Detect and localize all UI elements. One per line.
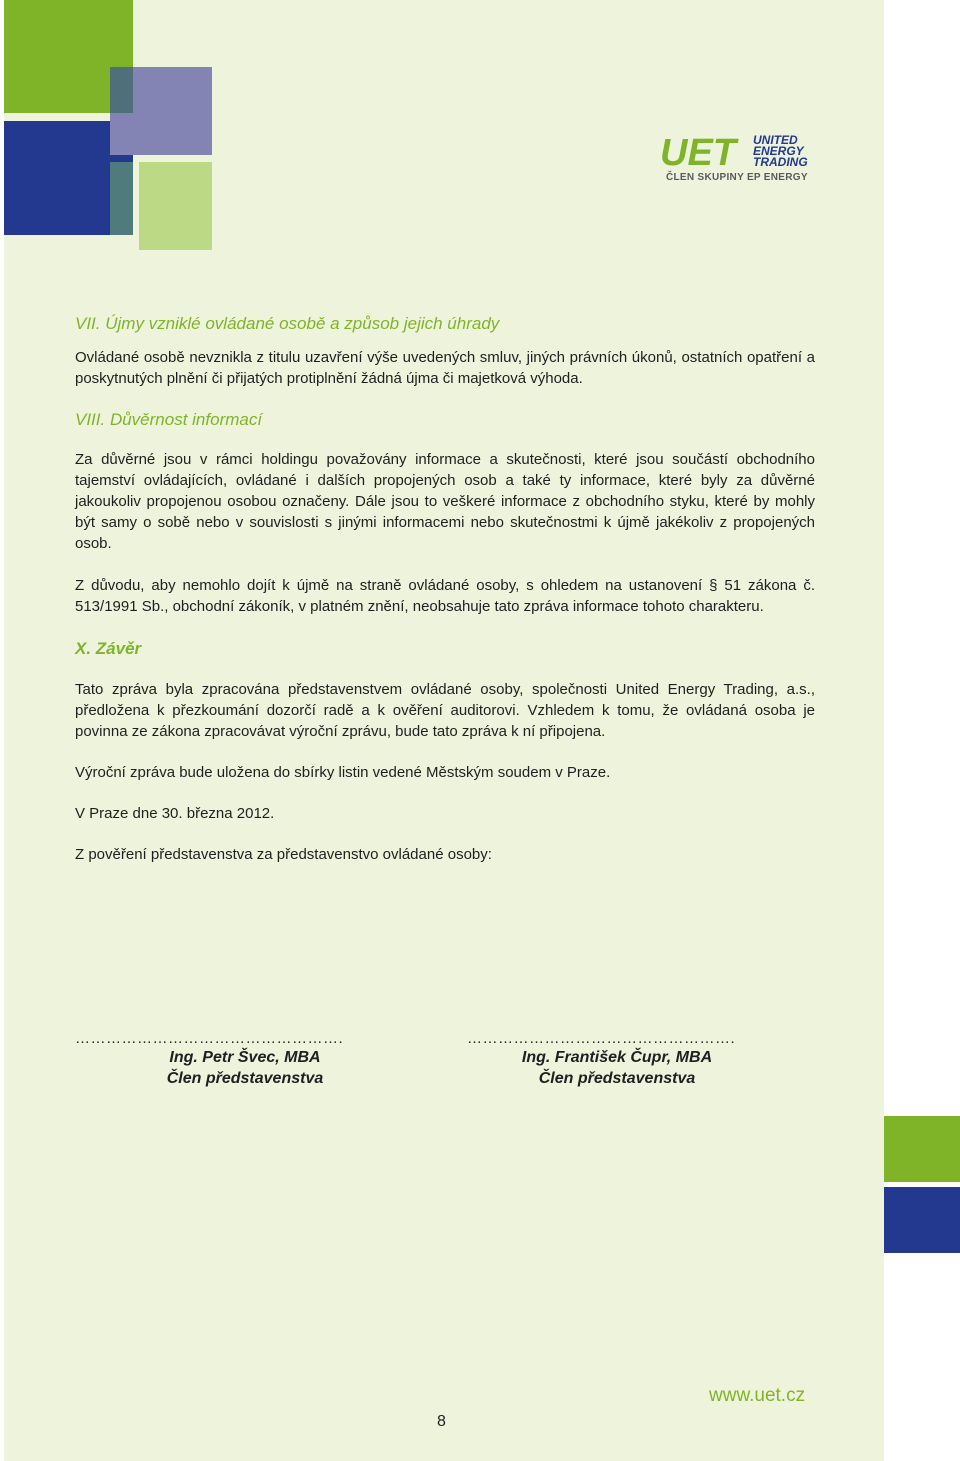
company-logo	[660, 133, 815, 185]
signatory-role: Člen představenstva	[538, 1070, 696, 1087]
signatory-name: Ing. František Čupr, MBA	[521, 1049, 713, 1066]
logo-wordmark	[753, 135, 808, 168]
logo-tagline: ČLEN SKUPINY EP ENERGY	[666, 172, 808, 183]
section-10-heading: X. Závěr	[75, 639, 142, 658]
section-7-paragraph: Ovládané osobě nevznikla z titulu uzavření výše uvedených smluv, jiných právních úkonů, ostatních opatření a poskytnutých plnění či přijatých protiplnění žádná újma či majetková výhoda.	[75, 349, 815, 387]
section-7-heading: VII. Újmy vzniklé ovládané osobě a způsob jejich úhrady	[75, 314, 500, 333]
signature-block-1	[75, 1030, 415, 1089]
uet-logo-mark	[660, 133, 752, 169]
signatory-name: Ing. Petr Švec, MBA	[169, 1049, 321, 1066]
decor-square-overlap-lower	[110, 162, 133, 235]
decor-square-lightgreen	[139, 162, 212, 250]
signature-block-2	[467, 1030, 767, 1089]
logo-line-united: UNITED	[753, 133, 798, 147]
footer-website-link[interactable]: www.uet.cz	[709, 1385, 806, 1406]
decor-square-overlap	[110, 67, 133, 113]
logo-line-trading: TRADING	[753, 155, 808, 169]
authorization-line: Z pověření představenstva za představenstvo ovládané osoby:	[75, 846, 492, 863]
section-8-paragraph-2: Z důvodu, aby nemohlo dojít k újmě na straně ovládané osoby, s ohledem na ustanovení § 51 zákona č. 513/1991 Sb., obchodní zákoník, v platném znění, neobsahuje tato zpráva informace tohoto charakteru.	[75, 577, 815, 615]
date-line: V Praze dne 30. března 2012.	[75, 805, 275, 822]
decor-square-blue-right	[884, 1187, 960, 1253]
section-10-paragraph-1: Tato zpráva byla zpracována představenstvem ovládané osoby, společnosti United Energy Trading, a.s., předložena k přezkoumání dozorčí radě a k ověření auditorovi. Vzhledem k tomu, že ovládaná osoba je povinna ze zákona zpracovávat výroční zprávu, bude tato zpráva k ní připojena.	[75, 681, 815, 740]
section-8-paragraph-1: Za důvěrné jsou v rámci holdingu považovány informace a skutečnosti, které jsou součástí obchodního tajemství ovládajících, ovládané i dalších propojených osob a také ty informace, které byly za důvěrné jakoukoliv propojenou osobou označeny. Dále jsou to veškeré informace z obchodního styku, které by mohly být samy o sobě nebo v souvislosti s jinými informacemi nebo skutečnostmi k újmě jakékoliv z propojených osob.	[75, 451, 815, 552]
signatory-role: Člen představenstva	[166, 1070, 324, 1087]
decor-square-green-right	[884, 1116, 960, 1182]
section-10-paragraph-2: Výroční zpráva bude uložena do sbírky listin vedené Městským soudem v Praze.	[75, 764, 611, 781]
section-8-heading: VIII. Důvěrnost informací	[75, 410, 263, 429]
document-body	[75, 314, 815, 865]
page-number: 8	[437, 1413, 446, 1430]
signature-line: …………………………………………….	[467, 1030, 736, 1047]
logo-mark-text: UET	[660, 133, 736, 169]
signature-line: …………………………………………….	[75, 1030, 344, 1047]
logo-line-energy: ENERGY	[753, 144, 804, 158]
